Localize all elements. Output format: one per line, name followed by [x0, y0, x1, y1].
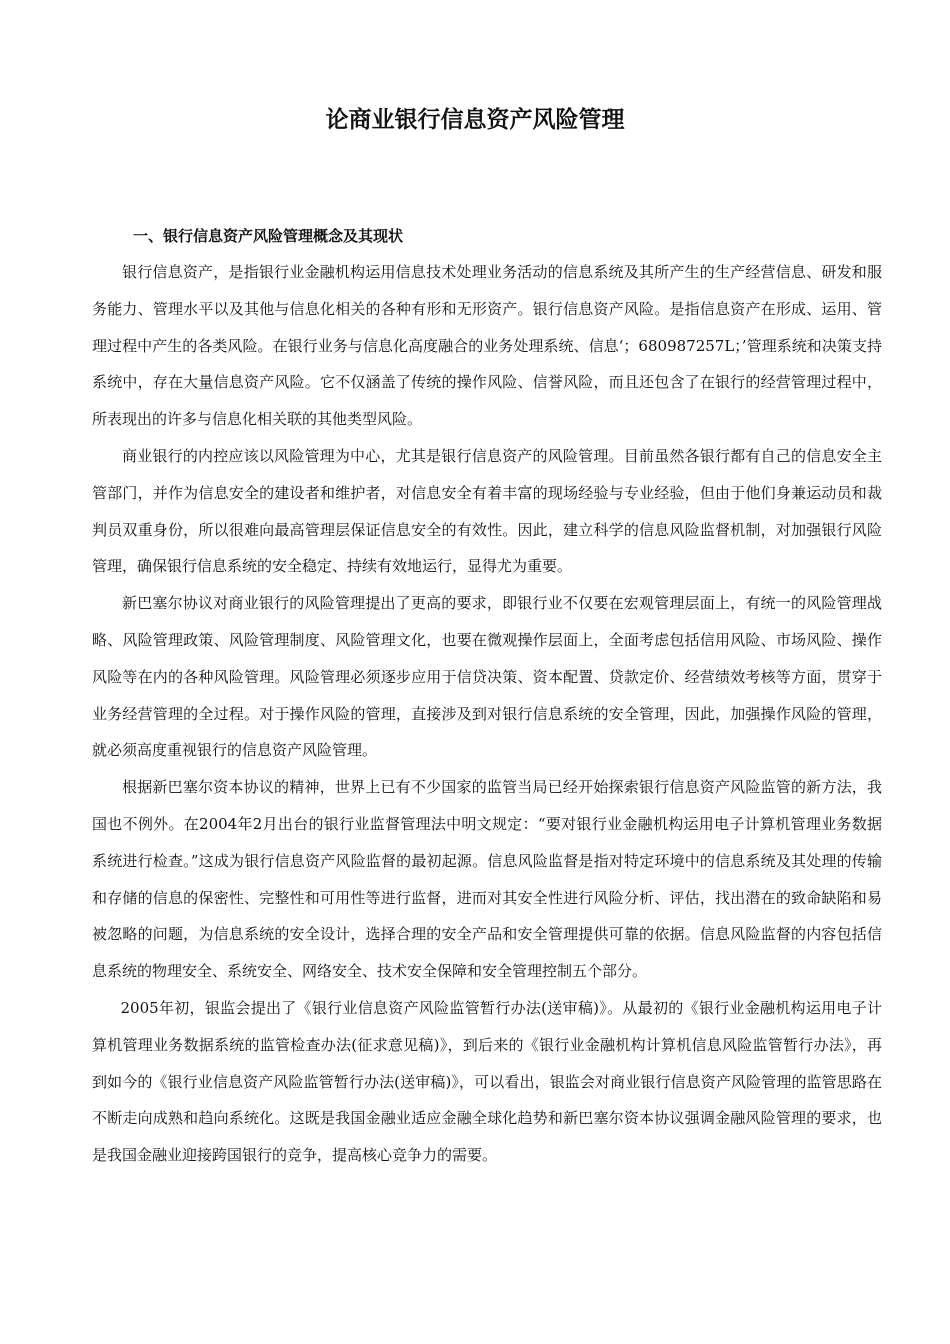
paragraph-3: 新巴塞尔协议对商业银行的风险管理提出了更高的要求，即银行业不仅要在宏观管理层面上，有统一的风险管理战略、风险管理政策、风险管理制度、风险管理文化，也要在微观操作层面上，全面考虑包括信用风险、市场风险、操作风险等在内的各种风险管理。风险管理必须逐步应用于信贷决策、资本配置、贷款定价、经营绩效考核等方面，贯穿于业务经营管理的全过程。对于操作风险的管理，直接涉及到对银行信息系统的安全管理，因此，加强操作风险的管理，就必须高度重视银行的信息资产风险管理。 — [92, 594, 882, 760]
body-text — [92, 254, 882, 1174]
document-title: 论商业银行信息资产风险管理 — [325, 107, 625, 133]
paragraph-1: 银行信息资产，是指银行业金融机构运用信息技术处理业务活动的信息系统及其所产生的生产经营信息、研发和服务能力、管理水平以及其他与信息化相关的各种有形和无形资产。银行信息资产风险。是指信息资产在形成、运用、管理过程中产生的各类风险。在银行业务与信息化高度融合的业务处理系统、信息‘；680987257L；’管理系统和决策支持系统中，存在大量信息资产风险。它不仅涵盖了传统的操作风险、信誉风险，而且还包含了在银行的经营管理过程中，所表现出的许多与信息化相关联的其他类型风险。 — [92, 263, 882, 429]
paragraph-4: 根据新巴塞尔资本协议的精神，世界上已有不少国家的监管当局已经开始探索银行信息资产风险监管的新方法，我国也不例外。在2004年2月出台的银行业监督管理法中明文规定：“要对银行业金融机构运用电子计算机管理业务数据系统进行检查。”这成为银行信息资产风险监督的最初起源。信息风险监督是指对特定环境中的信息系统及其处理的传输和存储的信息的保密性、完整性和可用性等进行监督，进而对其安全性进行风险分析、评估，找出潜在的致命缺陷和易被忽略的问题，为信息系统的安全设计，选择合理的安全产品和安全管理提供可靠的依据。信息风险监督的内容包括信息系统的物理安全、系统安全、网络安全、技术安全保障和安全管理控制五个部分。 — [92, 778, 882, 981]
section-heading: 一、银行信息资产风险管理概念及其现状 — [133, 227, 404, 245]
paragraph-5: 2005年初，银监会提出了《银行业信息资产风险监管暂行办法(送审稿)》。从最初的《银行业金融机构运用电子计算机管理业务数据系统的监管检查办法(征求意见稿)》，到后来的《银行业金融机构计算机信息风险监管暂行办法》，再到如今的《银行业信息资产风险监管暂行办法(送审稿)》，可以看出，银监会对商业银行信息资产风险管理的监管思路在不断走向成熟和趋向系统化。这既是我国金融业适应金融全球化趋势和新巴塞尔资本协议强调金融风险管理的要求，也是我国金融业迎接跨国银行的竞争，提高核心竞争力的需要。 — [92, 998, 882, 1165]
paragraph-2: 商业银行的内控应该以风险管理为中心，尤其是银行信息资产的风险管理。目前虽然各银行都有自己的信息安全主管部门，并作为信息安全的建设者和维护者，对信息安全有着丰富的现场经验与专业经验，但由于他们身兼运动员和裁判员双重身份，所以很难向最高管理层保证信息安全的有效性。因此，建立科学的信息风险监督机制，对加强银行风险管理，确保银行信息系统的安全稳定、持续有效地运行，显得尤为重要。 — [92, 446, 882, 576]
